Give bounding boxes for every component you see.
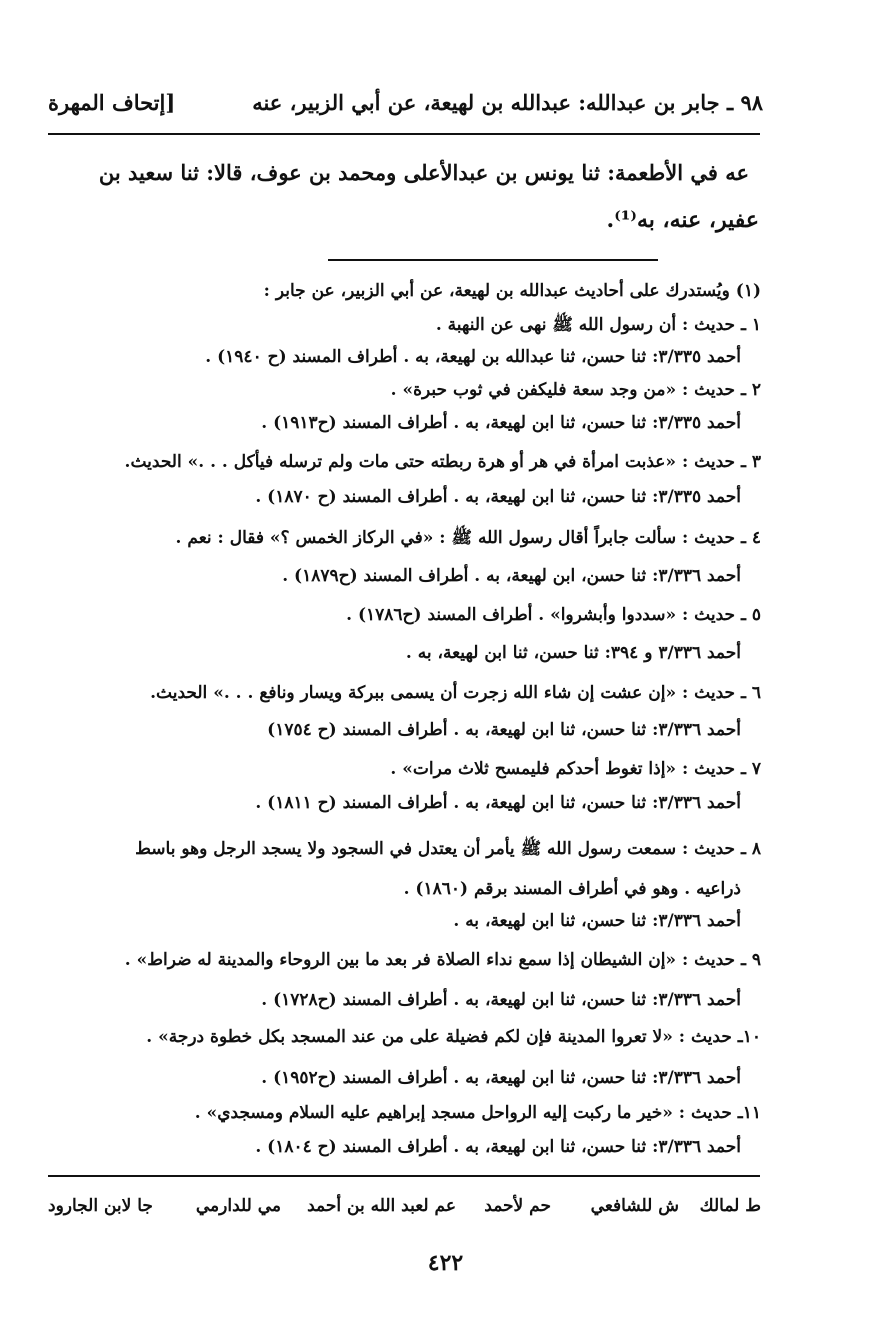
chapter-heading: ٩٨ ـ جابر بن عبدالله: عبدالله بن لهيعة، عن أبي الزبير، عنه	[252, 90, 763, 115]
footnote-source: أحمد ٣/٣٣٦: ثنا حسن، ثنا ابن لهيعة، به . أطراف المسند (ح١٧٢٨) .	[261, 990, 741, 1010]
footnote-item: ٥ ـ حديث : «سددوا وأبشروا» . أطراف المسند (ح١٧٨٦) .	[346, 605, 761, 625]
footnote-source: أحمد ٣/٣٣٦: ثنا حسن، ثنا ابن لهيعة، به . أطراف المسند (ح١٩٥٢) .	[261, 1068, 741, 1088]
footnote-item: ٤ ـ حديث : سألت جابراً أقال رسول الله ﷺ : «في الركاز الخمس ؟» فقال : نعم .	[175, 528, 761, 548]
abbreviation: مي للدارمي	[195, 1196, 281, 1216]
footnote-item-continuation: ذراعيه . وهو في أطراف المسند برقم (١٨٦٠) .	[403, 879, 741, 899]
footnote-separator	[328, 259, 658, 261]
footnote-item: ٧ ـ حديث : «إذا تغوط أحدكم فليمسح ثلاث مرات» .	[390, 759, 761, 779]
abbreviation: ش للشافعي	[590, 1196, 679, 1216]
header-rule	[48, 133, 760, 135]
footnote-item: ٩ ـ حديث : «إن الشيطان إذا سمع نداء الصلاة فر بعد ما بين الروحاء والمدينة له ضراط» .	[124, 950, 761, 970]
footnote-source: أحمد ٣/٣٣٥: ثنا حسن، ثنا عبدالله بن لهيعة، به . أطراف المسند (ح ١٩٤٠) .	[205, 347, 741, 367]
footnote-source: أحمد ٣/٣٣٦: ثنا حسن، ثنا ابن لهيعة، به . أطراف المسند (ح ١٨٠٤) .	[255, 1137, 741, 1157]
footnote-item: ١١ـ حديث : «خير ما ركبت إليه الرواحل مسجد إبراهيم عليه السلام ومسجدي» .	[194, 1103, 761, 1123]
footnote-source: أحمد ٣/٣٣٥: ثنا حسن، ثنا ابن لهيعة، به . أطراف المسند (ح١٩١٣) .	[261, 413, 741, 433]
footnote-source: أحمد ٣/٣٣٦: ثنا حسن، ثنا ابن لهيعة، به . أطراف المسند (ح ١٨١١) .	[255, 793, 741, 813]
page-number: ٤٢٢	[427, 1250, 464, 1276]
footnote-source: أحمد ٣/٣٣٦: ثنا حسن، ثنا ابن لهيعة، به .	[453, 911, 741, 931]
footnote-item: ٨ ـ حديث : سمعت رسول الله ﷺ يأمر أن يعتدل في السجود ولا يسجد الرجل وهو باسط	[135, 839, 761, 859]
body-line-1: عه في الأطعمة: ثنا يونس بن عبدالأعلى ومحمد بن عوف، قالا: ثنا سعيد بن	[98, 160, 749, 185]
footnote-source: أحمد ٣/٣٣٦: ثنا حسن، ثنا ابن لهيعة، به . أطراف المسند (ح ١٧٥٤)	[267, 720, 741, 740]
body-line-2: عفير، عنه، به⁽¹⁾.	[606, 207, 759, 233]
footnote-source: أحمد ٣/٣٣٦ و ٣٩٤: ثنا حسن، ثنا ابن لهيعة، به .	[405, 643, 741, 663]
footnote-item: ١٠ـ حديث : «لا تعروا المدينة فإن لكم فضيلة على من عند المسجد بكل خطوة درجة» .	[146, 1027, 761, 1047]
abbreviation: جا لابن الجارود	[48, 1196, 153, 1216]
abbreviation: ط لمالك	[699, 1196, 761, 1216]
footnote-item: ٢ ـ حديث : «من وجد سعة فليكفن في ثوب حبرة» .	[390, 380, 761, 400]
footnote-item: ٣ ـ حديث : «عذبت امرأة في هر أو هرة ربطته حتى مات ولم ترسله فيأكل . . .» الحديث.	[124, 452, 761, 472]
footnote-item: ١ ـ حديث : أن رسول الله ﷺ نهى عن النهبة .	[435, 315, 761, 335]
footnote-source: أحمد ٣/٣٣٦: ثنا حسن، ابن لهيعة، به . أطراف المسند (ح١٨٧٩) .	[282, 566, 741, 586]
footnote-source: أحمد ٣/٣٣٥: ثنا حسن، ثنا ابن لهيعة، به . أطراف المسند (ح ١٨٧٠) .	[255, 487, 741, 507]
footnote-item: ٦ ـ حديث : «إن عشت إن شاء الله زجرت أن يسمى ببركة ويسار ونافع . . .» الحديث.	[150, 683, 761, 703]
abbreviation: حم لأحمد	[484, 1196, 551, 1216]
footnote-intro: (١) ويُستدرك على أحاديث عبدالله بن لهيعة، عن أبي الزبير، عن جابر :	[263, 281, 761, 301]
abbreviation: عم لعبد الله بن أحمد	[307, 1196, 456, 1216]
abbreviations-rule	[48, 1175, 760, 1177]
book-title: [إتحاف المهرة	[48, 90, 176, 115]
